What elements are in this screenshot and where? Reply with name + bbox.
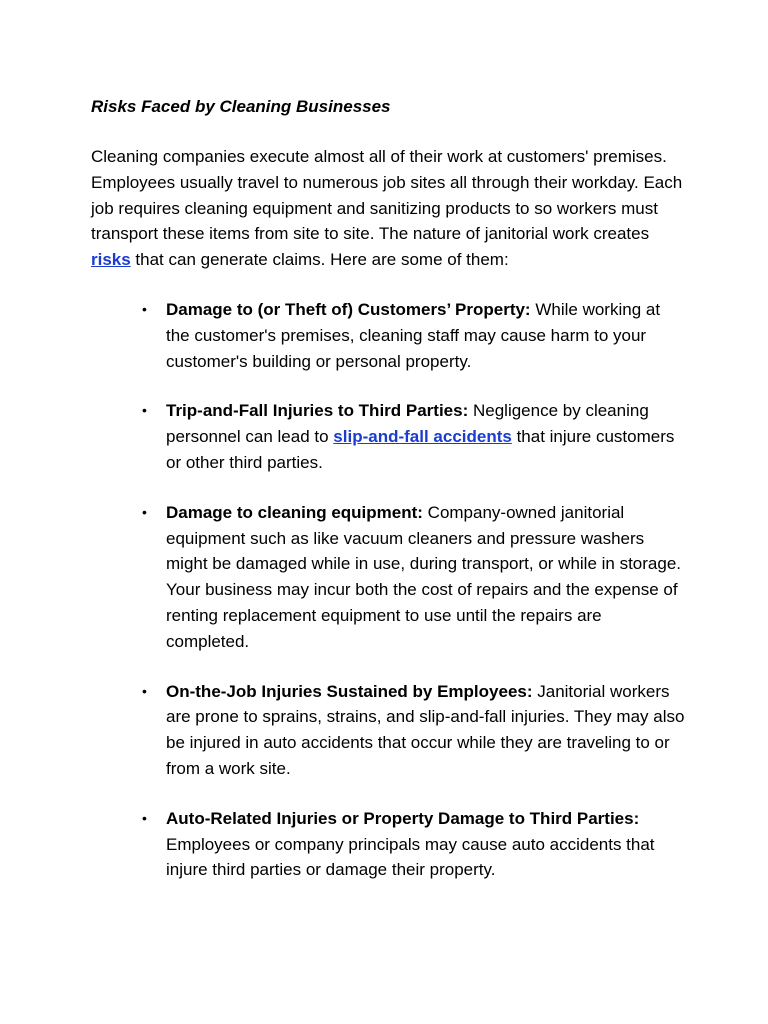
item-label: Damage to (or Theft of) Customers’ Property: <box>166 299 531 319</box>
bullet-icon: • <box>142 300 147 317</box>
list-item <box>91 297 686 374</box>
bullet-icon: • <box>142 682 147 699</box>
risks-link[interactable]: risks <box>91 250 131 270</box>
risk-list <box>91 297 691 883</box>
list-item <box>91 679 686 782</box>
bullet-icon: • <box>142 809 147 826</box>
item-label: Damage to cleaning equipment: <box>166 502 423 522</box>
item-text: Employees or company principals may cause auto accidents that injure third parties or damage their property. <box>166 834 655 880</box>
list-item <box>91 398 686 475</box>
document-page <box>91 94 691 907</box>
bullet-icon: • <box>142 503 147 520</box>
list-item <box>91 500 686 655</box>
bullet-icon: • <box>142 402 147 419</box>
intro-paragraph <box>91 144 691 273</box>
item-label: Trip-and-Fall Injuries to Third Parties: <box>166 401 469 421</box>
item-text: Company-owned janitorial equipment such as like vacuum cleaners and pressure washers might be damaged while in use, during transport, or while in storage. Your business may incur both the cost of repairs and the expense of renting replacement equipment to use until the repairs are completed. <box>166 502 682 651</box>
item-text: Janitorial workers are prone to sprains, strains, and slip-and-fall injuries. They may also be injured in auto accidents that occur while they are traveling to or from a work site. <box>166 681 685 778</box>
intro-text-after-link: that can generate claims. Here are some of them: <box>130 250 509 270</box>
document-title: Risks Faced by Cleaning Businesses <box>91 97 391 116</box>
item-label: On-the-Job Injuries Sustained by Employees: <box>166 681 533 701</box>
intro-text-before-link: Cleaning companies execute almost all of their work at customers' premises. Employees usually travel to numerous job sites all through their workday. Each job requires cleaning equipment and sanitizing products to so workers must transport these items from site to site. The nature of janitorial work creates <box>91 147 683 244</box>
item-text-before-link: Negligence by cleaning personnel can lead to <box>166 401 649 447</box>
item-text: While working at the customer's premises, cleaning staff may cause harm to your customer's building or personal property. <box>166 299 661 371</box>
slip-and-fall-link[interactable]: slip-and-fall accidents <box>333 427 512 447</box>
item-text-after-link: that injure customers or other third parties. <box>166 427 675 472</box>
list-item <box>91 806 686 883</box>
item-label: Auto-Related Injuries or Property Damage to Third Parties: <box>166 808 640 828</box>
